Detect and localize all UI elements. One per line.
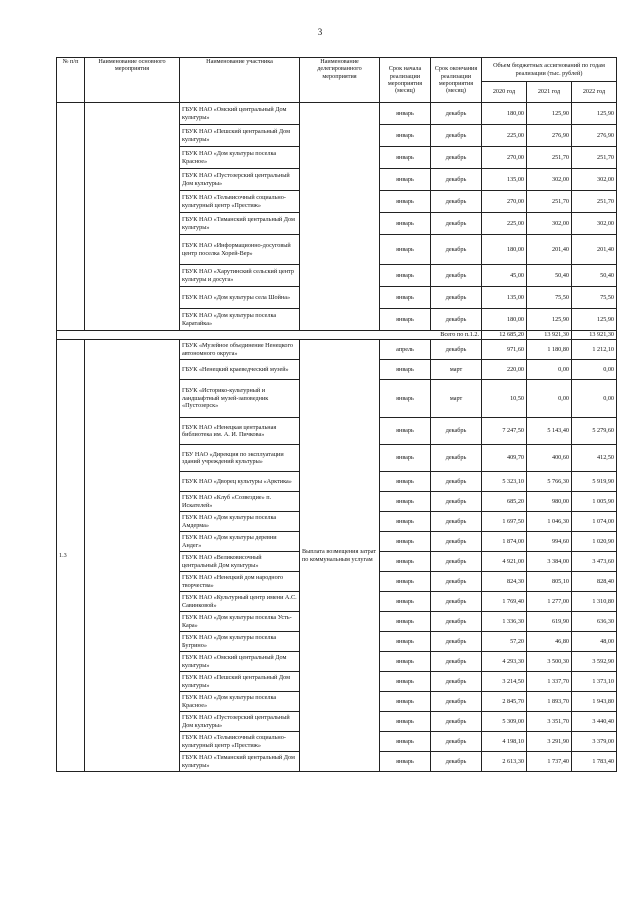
header-2021: 2021 год [527,82,572,103]
end-cell: декабрь [431,552,482,572]
header-start: Срок начала реализации мероприятия (месяц) [380,58,431,103]
value-2021-cell: 0,00 [527,380,572,418]
value-2021-cell: 276,90 [527,125,572,147]
end-cell: март [431,380,482,418]
end-cell: декабрь [431,340,482,360]
start-cell: январь [380,632,431,652]
value-2020-cell: 135,00 [482,169,527,191]
value-2022-cell: 3 379,00 [572,732,617,752]
participant-cell: ГБУК НАО «Дом культуры поселка Бугрино» [180,632,300,652]
budget-table [56,57,617,772]
value-2022-cell: 0,00 [572,360,617,380]
value-2021-cell: 251,70 [527,147,572,169]
value-2020-cell: 971,60 [482,340,527,360]
value-2020-cell: 1 769,40 [482,592,527,612]
total-2022: 13 921,30 [572,331,617,340]
start-cell: январь [380,612,431,632]
value-2021-cell: 3 291,90 [527,732,572,752]
value-2021-cell: 5 766,30 [527,472,572,492]
end-cell: декабрь [431,752,482,772]
value-2020-cell: 270,00 [482,147,527,169]
end-cell: декабрь [431,692,482,712]
value-2022-cell: 251,70 [572,191,617,213]
header-budget: Объем бюджетных ассигнований по годам реализации (тыс. рублей) [482,58,617,82]
header-2022: 2022 год [572,82,617,103]
start-cell: январь [380,147,431,169]
value-2022-cell: 50,40 [572,265,617,287]
start-cell: январь [380,309,431,331]
participant-cell: ГБУК НАО «Дом культуры села Шойна» [180,287,300,309]
value-2021-cell: 1 737,40 [527,752,572,772]
end-cell: декабрь [431,512,482,532]
value-2022-cell: 1 212,10 [572,340,617,360]
end-cell: декабрь [431,712,482,732]
num-cell [57,103,85,331]
participant-cell: ГБУК НАО «Ненецкий дом народного творчества» [180,572,300,592]
start-cell: январь [380,380,431,418]
start-cell: январь [380,418,431,445]
participant-cell: ГБУК НАО «Харутинский сельский центр культуры и досуга» [180,265,300,287]
start-cell: январь [380,672,431,692]
participant-cell: ГБУК НАО «Дворец культуры «Арктика» [180,472,300,492]
end-cell: декабрь [431,472,482,492]
value-2020-cell: 135,00 [482,287,527,309]
participant-cell: ГБУК НАО «Дом культуры поселка Каратайка» [180,309,300,331]
value-2021-cell: 251,70 [527,191,572,213]
value-2021-cell: 46,80 [527,632,572,652]
value-2022-cell: 3 440,40 [572,712,617,732]
participant-cell: ГБУК НАО «Пустозерский центральный Дом культуры» [180,712,300,732]
participant-cell: ГБУ НАО «Дирекция по эксплуатации зданий учреждений культуры» [180,445,300,472]
participant-cell: ГБУК «Ненецкий краеведческий музей» [180,360,300,380]
value-2020-cell: 225,00 [482,125,527,147]
value-2020-cell: 409,70 [482,445,527,472]
end-cell: декабрь [431,672,482,692]
participant-cell: ГБУК НАО «Тиманский центральный Дом культуры» [180,752,300,772]
start-cell: январь [380,752,431,772]
value-2022-cell: 1 310,80 [572,592,617,612]
participant-cell: ГБУК НАО «Омский центральный Дом культуры» [180,652,300,672]
end-cell: декабрь [431,532,482,552]
value-2020-cell: 220,00 [482,360,527,380]
table-row [57,103,617,125]
header-main-event: Наименование основного мероприятия [85,58,180,103]
start-cell: январь [380,572,431,592]
participant-cell: ГБУК НАО «Тиманский центральный Дом культуры» [180,213,300,235]
value-2021-cell: 201,40 [527,235,572,265]
main-event-cell [85,340,180,772]
value-2021-cell: 75,50 [527,287,572,309]
participant-cell: ГБУК НАО «Дом культуры поселка Амдерма» [180,512,300,532]
value-2022-cell: 3 592,90 [572,652,617,672]
value-2022-cell: 1 373,10 [572,672,617,692]
value-2020-cell: 2 845,70 [482,692,527,712]
start-cell: январь [380,169,431,191]
participant-cell: ГБУК НАО «Великовисочный центральный Дом культуры» [180,552,300,572]
value-2020-cell: 4 293,30 [482,652,527,672]
value-2022-cell: 1 074,00 [572,512,617,532]
participant-cell: ГБУК НАО «Тельвисочный социально-культурный центр «Престиж» [180,732,300,752]
end-cell: декабрь [431,169,482,191]
value-2020-cell: 270,00 [482,191,527,213]
value-2020-cell: 4 198,10 [482,732,527,752]
end-cell: декабрь [431,592,482,612]
value-2022-cell: 3 473,60 [572,552,617,572]
value-2022-cell: 1 783,40 [572,752,617,772]
header-end: Срок окончания реализации мероприятия (месяц) [431,58,482,103]
participant-cell: ГБУК НАО «Дом культуры поселка Красное» [180,692,300,712]
start-cell: январь [380,692,431,712]
value-2021-cell: 50,40 [527,265,572,287]
participant-cell: ГБУК НАО «Пешский центральный Дом культуры» [180,125,300,147]
start-cell: январь [380,552,431,572]
start-cell: январь [380,712,431,732]
start-cell: январь [380,235,431,265]
end-cell: декабрь [431,125,482,147]
start-cell: январь [380,652,431,672]
end-cell: декабрь [431,235,482,265]
end-cell: декабрь [431,191,482,213]
end-cell: декабрь [431,103,482,125]
participant-cell: ГБУК НАО «Дом культуры деревни Андег» [180,532,300,552]
start-cell: январь [380,103,431,125]
value-2020-cell: 180,00 [482,309,527,331]
value-2021-cell: 302,00 [527,169,572,191]
participant-cell: ГБУК НАО «Клуб «Созвездие» п. Искателей» [180,492,300,512]
value-2021-cell: 994,60 [527,532,572,552]
value-2021-cell: 1 337,70 [527,672,572,692]
value-2022-cell: 125,90 [572,103,617,125]
value-2021-cell: 3 384,00 [527,552,572,572]
end-cell: декабрь [431,213,482,235]
value-2022-cell: 75,50 [572,287,617,309]
start-cell: январь [380,287,431,309]
value-2022-cell: 1 005,90 [572,492,617,512]
value-2022-cell: 302,00 [572,213,617,235]
value-2021-cell: 302,00 [527,213,572,235]
participant-cell: ГБУК «Историко-культурный и ландшафтный музей-заповедник «Пустозерск» [180,380,300,418]
start-cell: январь [380,191,431,213]
end-cell: март [431,360,482,380]
value-2022-cell: 48,00 [572,632,617,652]
start-cell: январь [380,512,431,532]
total-2021: 13 921,30 [527,331,572,340]
value-2022-cell: 412,50 [572,445,617,472]
value-2022-cell: 1 020,90 [572,532,617,552]
value-2020-cell: 180,00 [482,103,527,125]
header-num: № п/п [57,58,85,103]
start-cell: январь [380,265,431,287]
value-2021-cell: 3 351,70 [527,712,572,732]
value-2021-cell: 1 277,00 [527,592,572,612]
value-2020-cell: 45,00 [482,265,527,287]
value-2020-cell: 4 921,00 [482,552,527,572]
participant-cell: ГБУК НАО «Тельвисочный социально-культурный центр «Престиж» [180,191,300,213]
participant-cell: ГБУК НАО «Ненецкая центральная библиотека им. А. И. Пичкова» [180,418,300,445]
value-2020-cell: 685,20 [482,492,527,512]
value-2021-cell: 805,10 [527,572,572,592]
start-cell: апрель [380,340,431,360]
end-cell: декабрь [431,445,482,472]
value-2021-cell: 980,00 [527,492,572,512]
participant-cell: ГБУК «Музейное объединение Ненецкого автономного округа» [180,340,300,360]
value-2021-cell: 3 500,30 [527,652,572,672]
main-event-cell [85,103,180,331]
value-2020-cell: 2 613,30 [482,752,527,772]
start-cell: январь [380,592,431,612]
end-cell: декабрь [431,309,482,331]
end-cell: декабрь [431,652,482,672]
value-2021-cell: 0,00 [527,360,572,380]
value-2021-cell: 400,60 [527,445,572,472]
participant-cell: ГБУК НАО «Пешский центральный Дом культуры» [180,672,300,692]
value-2022-cell: 828,40 [572,572,617,592]
start-cell: январь [380,213,431,235]
value-2022-cell: 5 919,90 [572,472,617,492]
end-cell: декабрь [431,147,482,169]
value-2020-cell: 7 247,50 [482,418,527,445]
value-2020-cell: 180,00 [482,235,527,265]
table-body [57,103,617,772]
end-cell: декабрь [431,632,482,652]
value-2021-cell: 1 180,80 [527,340,572,360]
value-2020-cell: 5 309,00 [482,712,527,732]
end-cell: декабрь [431,418,482,445]
value-2021-cell: 1 046,30 [527,512,572,532]
header-2020: 2020 год [482,82,527,103]
participant-cell: ГБУК НАО «Культурный центр имени А.С. Савинковой» [180,592,300,612]
start-cell: январь [380,492,431,512]
page-number: 3 [317,27,323,37]
header-participant: Наименование участника [180,58,300,103]
end-cell: декабрь [431,572,482,592]
start-cell: январь [380,532,431,552]
start-cell: январь [380,125,431,147]
total-row [57,331,617,340]
participant-cell: ГБУК НАО «Пустозерский центральный Дом культуры» [180,169,300,191]
value-2022-cell: 125,90 [572,309,617,331]
table-row [57,340,617,360]
delegated-cell: Выплата возмещения затрат по коммунальным услугам [300,340,380,772]
participant-cell: ГБУК НАО «Дом культуры поселка Усть-Кара» [180,612,300,632]
value-2022-cell: 5 279,60 [572,418,617,445]
num-cell: 1.3 [57,340,85,772]
end-cell: декабрь [431,265,482,287]
value-2021-cell: 125,90 [527,309,572,331]
participant-cell: ГБУК НАО «Дом культуры поселка Красное» [180,147,300,169]
value-2022-cell: 0,00 [572,380,617,418]
header-delegated: Наименование делегированного мероприятия [300,58,380,103]
total-label: Всего по п.1.2. [57,331,482,340]
value-2022-cell: 636,30 [572,612,617,632]
end-cell: декабрь [431,732,482,752]
value-2020-cell: 10,50 [482,380,527,418]
value-2021-cell: 1 893,70 [527,692,572,712]
value-2020-cell: 1 336,30 [482,612,527,632]
value-2022-cell: 201,40 [572,235,617,265]
value-2022-cell: 302,00 [572,169,617,191]
value-2021-cell: 5 143,40 [527,418,572,445]
value-2020-cell: 5 323,10 [482,472,527,492]
total-2020: 12 685,20 [482,331,527,340]
start-cell: январь [380,732,431,752]
start-cell: январь [380,445,431,472]
value-2020-cell: 824,30 [482,572,527,592]
delegated-cell [300,103,380,331]
value-2020-cell: 225,00 [482,213,527,235]
start-cell: январь [380,472,431,492]
value-2022-cell: 1 943,80 [572,692,617,712]
participant-cell: ГБУК НАО «Омский центральный Дом культуры» [180,103,300,125]
value-2022-cell: 251,70 [572,147,617,169]
value-2021-cell: 125,90 [527,103,572,125]
value-2022-cell: 276,90 [572,125,617,147]
value-2021-cell: 619,90 [527,612,572,632]
end-cell: декабрь [431,492,482,512]
value-2020-cell: 1 697,50 [482,512,527,532]
value-2020-cell: 3 214,50 [482,672,527,692]
participant-cell: ГБУК НАО «Информационно-досуговый центр поселка Хорей-Вер» [180,235,300,265]
end-cell: декабрь [431,612,482,632]
end-cell: декабрь [431,287,482,309]
start-cell: январь [380,360,431,380]
value-2020-cell: 57,20 [482,632,527,652]
value-2020-cell: 1 874,00 [482,532,527,552]
